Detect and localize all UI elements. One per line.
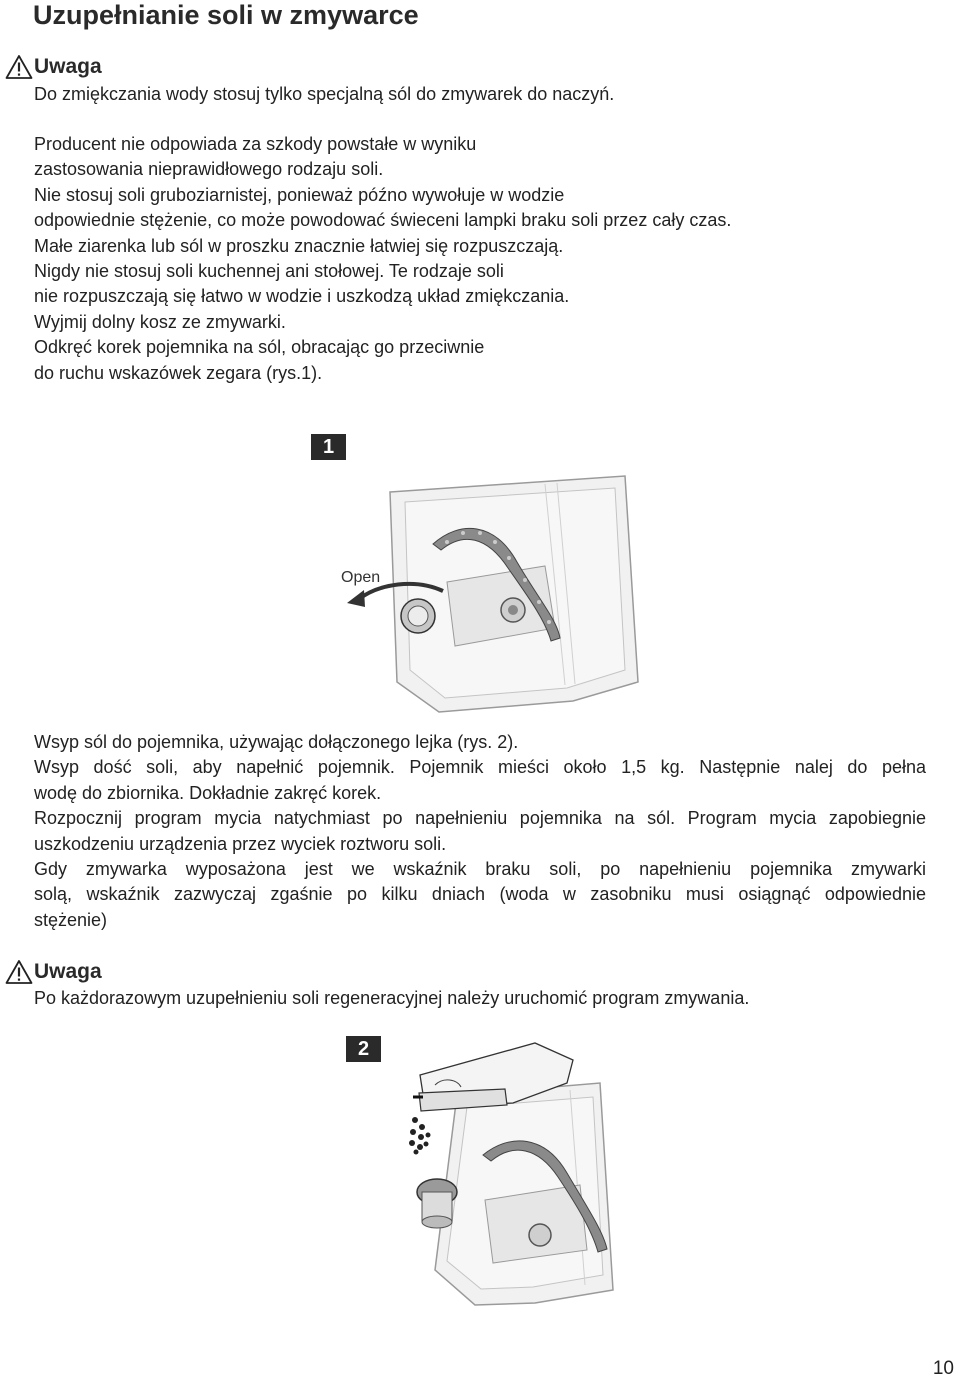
text-line: zastosowania nieprawidłowego rodzaju soli. [34, 159, 384, 180]
warning-text-1: Do zmiękczania wody stosuj tylko specjalną sól do zmywarek do naczyń. [34, 84, 615, 104]
text-line: nie rozpuszczają się łatwo w wodzie i uszkodzą układ zmiękczania. [34, 286, 570, 307]
warning-text-2: Po każdorazowym uzupełnieniu soli regeneracyjnej należy uruchomić program zmywania. [34, 988, 750, 1008]
page-number: 10 [932, 1358, 954, 1379]
text-line: stężenie) [34, 909, 108, 930]
text-line: odpowiednie stężenie, co może powodować świeceni lampki braku soli przez cały czas. [34, 210, 732, 231]
warning-heading-1 [5, 53, 102, 81]
text-line: uszkodzeniu urządzenia przez wyciek roztworu soli. [34, 833, 447, 854]
open-label: Open [341, 569, 381, 586]
text-line: Rozpocznij program mycia natychmiast po napełnieniu pojemnika na sól. Program mycia zapobiegnie [34, 808, 926, 829]
text-line: Wyjmij dolny kosz ze zmywarki. [34, 311, 286, 332]
warning-triangle-icon [5, 959, 33, 985]
text-line: do ruchu wskazówek zegara (rys.1). [34, 362, 323, 383]
text-line: Nigdy nie stosuj soli kuchennej ani stołowej. Te rodzaje soli [34, 261, 504, 282]
warning-heading-2 [5, 958, 102, 986]
instructions-block-1 [34, 132, 926, 386]
figure-1-dishwasher-salt-cap-open [335, 470, 655, 715]
text-line: Nie stosuj soli gruboziarnistej, ponieważ późno wywołuje w wodzie [34, 184, 565, 205]
text-line: Małe ziarenka lub sól w proszku znacznie łatwiej się rozpuszczają. [34, 235, 564, 256]
text-line: solą, wskaźnik zazwyczaj zgaśnie po kilku dniach (woda w zasobniku musi osiągnąć odpowiednie [34, 884, 926, 905]
instructions-block-2 [34, 730, 926, 933]
text-line: Odkręć korek pojemnika na sól, obracając go przeciwnie [34, 337, 485, 358]
text-line: wodę do zbiornika. Dokładnie zakręć korek. [34, 782, 382, 803]
figure-2-pouring-salt-with-funnel [395, 1035, 645, 1330]
text-line: Gdy zmywarka wyposażona jest we wskaźnik braku soli, po napełnieniu pojemnika zmywarki [34, 859, 926, 880]
warning-heading-text: Uwaga [34, 960, 102, 983]
text-line: Wsyp sól do pojemnika, używając dołączonego lejka (rys. 2). [34, 732, 519, 752]
figure-number-1: 1 [311, 434, 346, 460]
text-line: Wsyp dość soli, aby napełnić pojemnik. Pojemnik mieści około 1,5 kg. Następnie nalej do pełna [34, 757, 926, 778]
text-line: Producent nie odpowiada za szkody powstałe w wyniku [34, 134, 477, 154]
figure-number-2: 2 [346, 1036, 381, 1062]
warning-triangle-icon [5, 54, 33, 80]
page-title: Uzupełnianie soli w zmywarce [33, 0, 419, 30]
warning-heading-text: Uwaga [34, 55, 102, 78]
